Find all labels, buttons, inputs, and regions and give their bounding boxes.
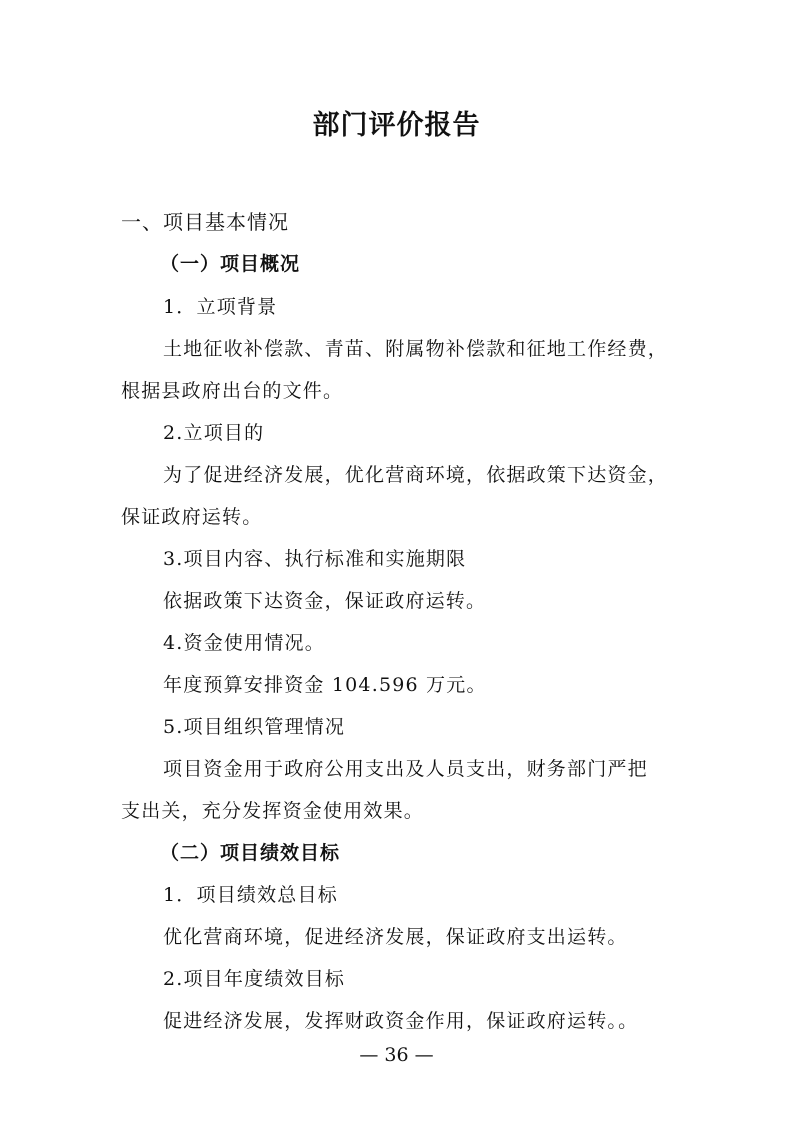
- subsection-heading-goals: （二）项目绩效目标: [160, 842, 341, 864]
- paragraph-line: 优化营商环境，促进经济发展，保证政府支出运转。: [163, 926, 628, 948]
- page-number: — 36 —: [359, 1044, 434, 1066]
- paragraph-line: 保证政府运转。: [121, 506, 263, 528]
- paragraph-line: 年度预算安排资金 104.596 万元。: [163, 674, 487, 696]
- item-heading-overall-goal: 1．项目绩效总目标: [163, 884, 338, 906]
- section-heading-basic-info: 一、项目基本情况: [121, 210, 289, 234]
- item-heading-management: 5.项目组织管理情况: [163, 716, 346, 738]
- paragraph-line: 土地征收补偿款、青苗、附属物补偿款和征地工作经费，: [163, 338, 669, 360]
- item-heading-annual-goal: 2.项目年度绩效目标: [163, 968, 346, 990]
- item-heading-background: 1．立项背景: [163, 296, 278, 318]
- item-heading-funds: 4.资金使用情况。: [163, 632, 325, 654]
- item-heading-content: 3.项目内容、执行标准和实施期限: [163, 548, 467, 570]
- paragraph-line: 促进经济发展，发挥财政资金作用，保证政府运转。。: [163, 1010, 639, 1032]
- paragraph-line: 根据县政府出台的文件。: [121, 380, 344, 402]
- item-heading-purpose: 2.立项目的: [163, 422, 265, 444]
- paragraph-line: 依据政策下达资金，保证政府运转。: [163, 590, 487, 612]
- page-title: 部门评价报告: [312, 110, 481, 141]
- paragraph-line: 项目资金用于政府公用支出及人员支出，财务部门严把: [163, 758, 648, 780]
- subsection-heading-overview: （一）项目概况: [160, 253, 301, 275]
- paragraph-line: 为了促进经济发展，优化营商环境，依据政策下达资金，: [163, 464, 669, 486]
- paragraph-line: 支出关，充分发挥资金使用效果。: [121, 800, 425, 822]
